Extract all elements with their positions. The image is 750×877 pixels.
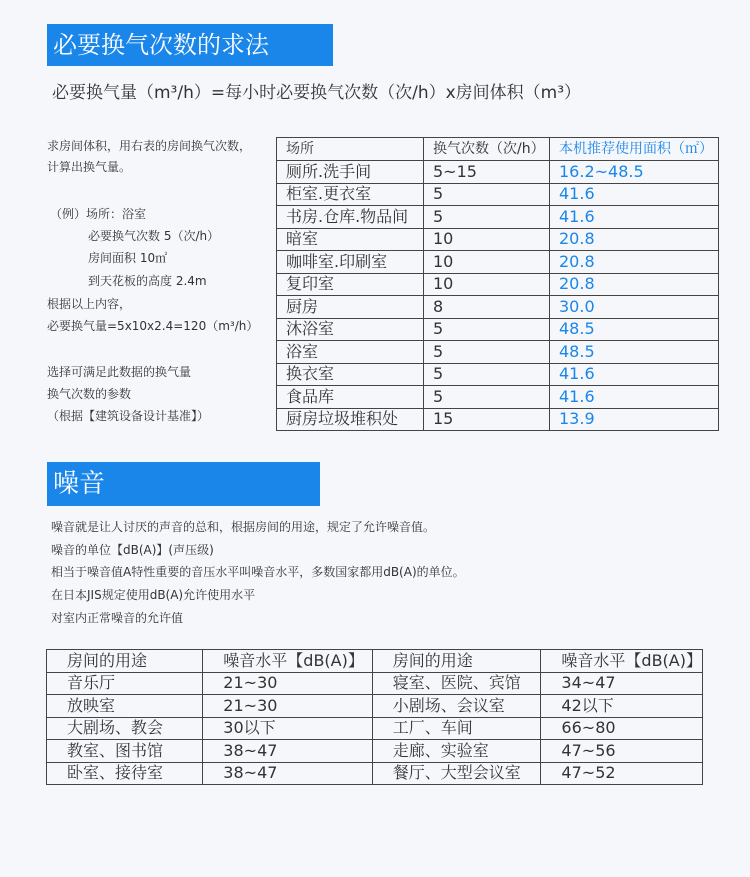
cell-location: 厨房 — [277, 296, 424, 319]
cell-area: 41.6 — [550, 183, 719, 206]
noise-table — [46, 649, 703, 785]
table-row — [277, 228, 719, 251]
example-air-changes: 必要换气次数 5（次/h） — [88, 229, 220, 243]
cell-room-use: 大剧场、教会 — [47, 717, 203, 740]
table-row — [277, 318, 719, 341]
cell-air-changes: 10 — [424, 251, 550, 274]
ventilation-table — [276, 137, 719, 431]
cell-location: 换衣室 — [277, 363, 424, 386]
table-row — [47, 672, 703, 695]
cell-room-use: 音乐厅 — [47, 672, 203, 695]
section-title-ventilation: 必要换气次数的求法 — [47, 24, 333, 66]
example-ceiling-height: 到天花板的高度 2.4m — [88, 274, 207, 288]
reference-source: （根据【建筑设备设计基准】） — [47, 409, 210, 423]
cell-room-use: 教室、图书馆 — [47, 740, 203, 763]
table-header-row — [47, 650, 703, 673]
cell-room-use: 工厂、车间 — [372, 717, 541, 740]
cell-area: 20.8 — [550, 273, 719, 296]
example-heading: （例）场所：浴室 — [50, 207, 147, 221]
cell-noise-level: 21~30 — [203, 672, 372, 695]
cell-area: 16.2~48.5 — [550, 161, 719, 184]
table-row — [277, 408, 719, 431]
cell-air-changes: 5 — [424, 318, 550, 341]
section-title-noise: 噪音 — [47, 462, 320, 506]
table-row — [277, 363, 719, 386]
noise-paragraph-4: 在日本JIS规定使用dB(A)允许使用水平 — [51, 588, 256, 602]
table-row — [277, 273, 719, 296]
cell-location: 食品库 — [277, 386, 424, 409]
table-row — [277, 296, 719, 319]
table-row — [47, 717, 703, 740]
intro-line-2: 计算出换气量。 — [47, 160, 132, 174]
cell-area: 48.5 — [550, 318, 719, 341]
cell-location: 复印室 — [277, 273, 424, 296]
example-result: 必要换气量=5x10x2.4=120（m³/h） — [47, 319, 259, 333]
cell-air-changes: 8 — [424, 296, 550, 319]
header-location: 场所 — [277, 138, 424, 161]
cell-air-changes: 5 — [424, 183, 550, 206]
reference-line-2: 换气次数的参数 — [47, 387, 132, 401]
cell-air-changes: 10 — [424, 273, 550, 296]
table-row — [277, 161, 719, 184]
cell-area: 41.6 — [550, 206, 719, 229]
cell-location: 暗室 — [277, 228, 424, 251]
cell-area: 41.6 — [550, 363, 719, 386]
header-noise-level: 噪音水平【dB(A)】 — [541, 650, 703, 673]
table-row — [47, 740, 703, 763]
cell-noise-level: 47~56 — [541, 740, 703, 763]
cell-location: 厨房垃圾堆积处 — [277, 408, 424, 431]
cell-room-use: 餐厅、大型会议室 — [372, 762, 541, 785]
cell-noise-level: 38~47 — [203, 762, 372, 785]
example-room-area: 房间面积 10㎡ — [88, 251, 168, 265]
noise-paragraph-1: 噪音就是让人讨厌的声音的总和，根据房间的用途，规定了允许噪音值。 — [51, 520, 436, 534]
cell-location: 厕所.洗手间 — [277, 161, 424, 184]
table-row — [277, 251, 719, 274]
cell-air-changes: 15 — [424, 408, 550, 431]
cell-area: 20.8 — [550, 228, 719, 251]
table-header-row — [277, 138, 719, 161]
table-row — [47, 762, 703, 785]
cell-noise-level: 38~47 — [203, 740, 372, 763]
cell-area: 13.9 — [550, 408, 719, 431]
cell-air-changes: 5 — [424, 341, 550, 364]
cell-noise-level: 42以下 — [541, 695, 703, 718]
cell-room-use: 寝室、医院、宾馆 — [372, 672, 541, 695]
intro-line-1: 求房间体积，用右表的房间换气次数， — [47, 139, 252, 153]
cell-location: 柜室.更衣室 — [277, 183, 424, 206]
cell-noise-level: 21~30 — [203, 695, 372, 718]
cell-air-changes: 5~15 — [424, 161, 550, 184]
example-conclusion-lead: 根据以上内容， — [47, 297, 132, 311]
table-row — [277, 386, 719, 409]
cell-location: 书房.仓库.物品间 — [277, 206, 424, 229]
cell-location: 咖啡室.印刷室 — [277, 251, 424, 274]
table-row — [277, 206, 719, 229]
ventilation-formula: 必要换气量（m³/h）=每小时必要换气次数（次/h）x房间体积（m³） — [52, 83, 582, 103]
cell-area: 30.0 — [550, 296, 719, 319]
cell-area: 48.5 — [550, 341, 719, 364]
table-row — [277, 183, 719, 206]
cell-location: 沐浴室 — [277, 318, 424, 341]
reference-line-1: 选择可满足此数据的换气量 — [47, 365, 192, 379]
cell-area: 20.8 — [550, 251, 719, 274]
header-room-use: 房间的用途 — [47, 650, 203, 673]
cell-noise-level: 30以下 — [203, 717, 372, 740]
cell-room-use: 放映室 — [47, 695, 203, 718]
noise-paragraph-3: 相当于噪音值A特性重要的音压水平叫噪音水平，多数国家都用dB(A)的单位。 — [51, 565, 465, 579]
cell-air-changes: 10 — [424, 228, 550, 251]
header-recommended-area: 本机推荐使用面积（㎡） — [550, 138, 719, 161]
cell-noise-level: 47~52 — [541, 762, 703, 785]
cell-location: 浴室 — [277, 341, 424, 364]
table-row — [47, 695, 703, 718]
cell-room-use: 走廊、实验室 — [372, 740, 541, 763]
cell-air-changes: 5 — [424, 206, 550, 229]
cell-air-changes: 5 — [424, 386, 550, 409]
cell-air-changes: 5 — [424, 363, 550, 386]
noise-paragraph-5: 对室内正常噪音的允许值 — [51, 611, 184, 625]
cell-area: 41.6 — [550, 386, 719, 409]
cell-room-use: 卧室、接待室 — [47, 762, 203, 785]
header-air-changes: 换气次数（次/h） — [424, 138, 550, 161]
cell-noise-level: 34~47 — [541, 672, 703, 695]
table-row — [277, 341, 719, 364]
header-room-use: 房间的用途 — [372, 650, 541, 673]
noise-paragraph-2: 噪音的单位【dB(A)】(声压级) — [51, 543, 214, 557]
header-noise-level: 噪音水平【dB(A)】 — [203, 650, 372, 673]
cell-room-use: 小剧场、会议室 — [372, 695, 541, 718]
cell-noise-level: 66~80 — [541, 717, 703, 740]
